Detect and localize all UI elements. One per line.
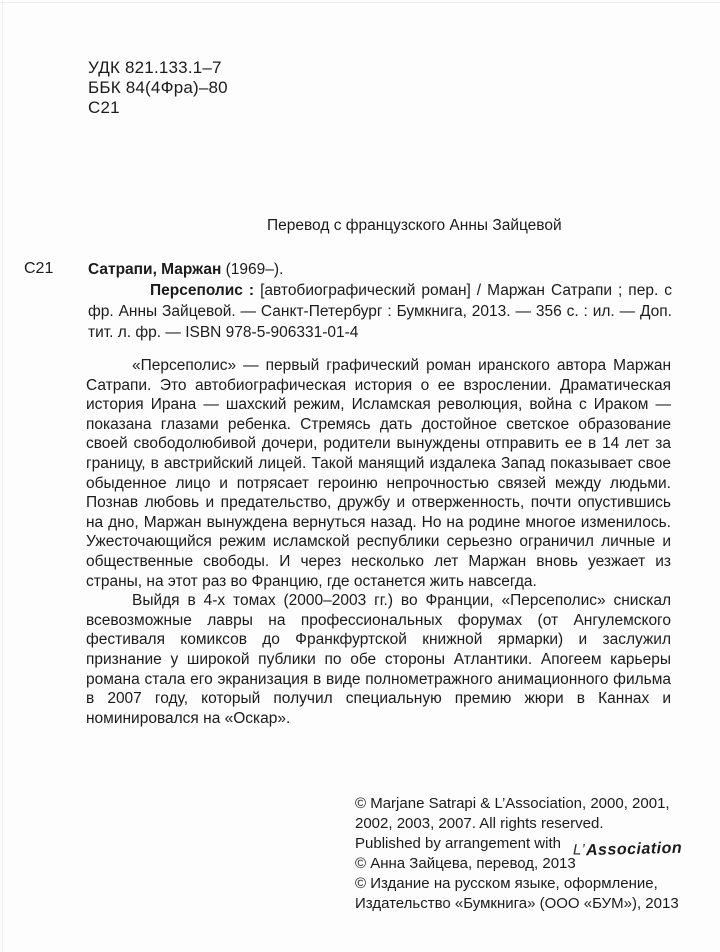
biblio-author-name: Сатрапи, Маржан bbox=[88, 261, 222, 278]
annotation-paragraph-2: Выйдя в 4-х томах (2000–2003 гг.) во Франции, «Персеполис» снискал всевозможные лавры на профессиональных форумах (от Ангулемского фестиваля комиксов до Франкфуртской книжной ярмарки) и заслужил признание у широкой публики по обе стороны Атлантики. Апогеем карьеры романа стала его экранизация в виде полнометражного анимационного фильма в 2007 году, который получил специальную премию жюри в Каннах и номинировался на «Оскар». bbox=[86, 592, 671, 727]
biblio-author-dates: (1969–). bbox=[221, 261, 284, 278]
annotation-block bbox=[86, 356, 671, 728]
biblio-title: Персеполис : bbox=[150, 282, 255, 299]
bibliographic-entry bbox=[88, 259, 672, 343]
copyright-line-translation: © Анна Зайцева, перевод, 2013 bbox=[355, 855, 576, 872]
biblio-author-line bbox=[88, 259, 672, 280]
biblio-description bbox=[88, 280, 672, 343]
lassociation-logo bbox=[573, 840, 682, 861]
scan-edge-left bbox=[2, 0, 3, 952]
margin-author-sign: С21 bbox=[24, 260, 54, 277]
udk-line: УДК 821.133.1–7 bbox=[88, 58, 222, 77]
copyright-line-arrangement: Published by arrangement with bbox=[355, 835, 561, 852]
copyright-line-years: 2002, 2003, 2007. All rights reserved. bbox=[355, 815, 604, 832]
author-sign-line: С21 bbox=[88, 98, 120, 117]
bbk-line: ББК 84(4Фра)–80 bbox=[88, 78, 228, 97]
classification-block bbox=[88, 58, 228, 118]
lassociation-logo-prefix: L’ bbox=[572, 841, 586, 859]
translator-credit: Перевод с французского Анны Зайцевой bbox=[267, 217, 562, 234]
copyright-block bbox=[355, 794, 685, 914]
copyright-line-russian-edition: © Издание на русском языке, оформление, bbox=[355, 875, 658, 892]
annotation-paragraph-1: «Персеполис» — первый графический роман иранского автора Маржан Сатрапи. Это автобиографическая история о ее взрослении. Драматическая история Ирана — шахский режим, Исламская революция, война с Ираком — показана глазами ребенка. Стремясь дать достойное светское образование своей свободолюбивой дочери, родители вынуждены отправить ее в 14 лет за границу, в австрийский лицей. Такой манящий издалека Запад показывает свое обыденное лицо и потрясает героиню непрочностью связей между людьми. Познав любовь и предательство, дружбу и отверженность, почти опустившись на дно, Маржан вынуждена вернуться назад. Но на родине многое изменилось. Ужесточающийся режим исламской республики серьезно ограничил личные и общественные свободы. И через несколько лет Маржан вновь уезжает из страны, на этот раз во Францию, где останется жить навсегда. bbox=[86, 357, 671, 590]
lassociation-logo-main: Association bbox=[585, 839, 683, 860]
copyright-line-publisher: Издательство «Бумкнига» (ООО «БУМ»), 2013 bbox=[355, 895, 679, 912]
copyright-line-satrapi: © Marjane Satrapi & L’Association, 2000, 2001, bbox=[355, 795, 670, 812]
biblio-description-text: [автобиографический роман] / Маржан Сатрапи ; пер. с фр. Анны Зайцевой. — Санкт-Петербург : Бумкнига, 2013. — 356 с. : ил. — Доп. тит. л. фр. — ISBN 978-5-906331-01-4 bbox=[88, 282, 672, 341]
scan-edge-top bbox=[0, 2, 720, 3]
